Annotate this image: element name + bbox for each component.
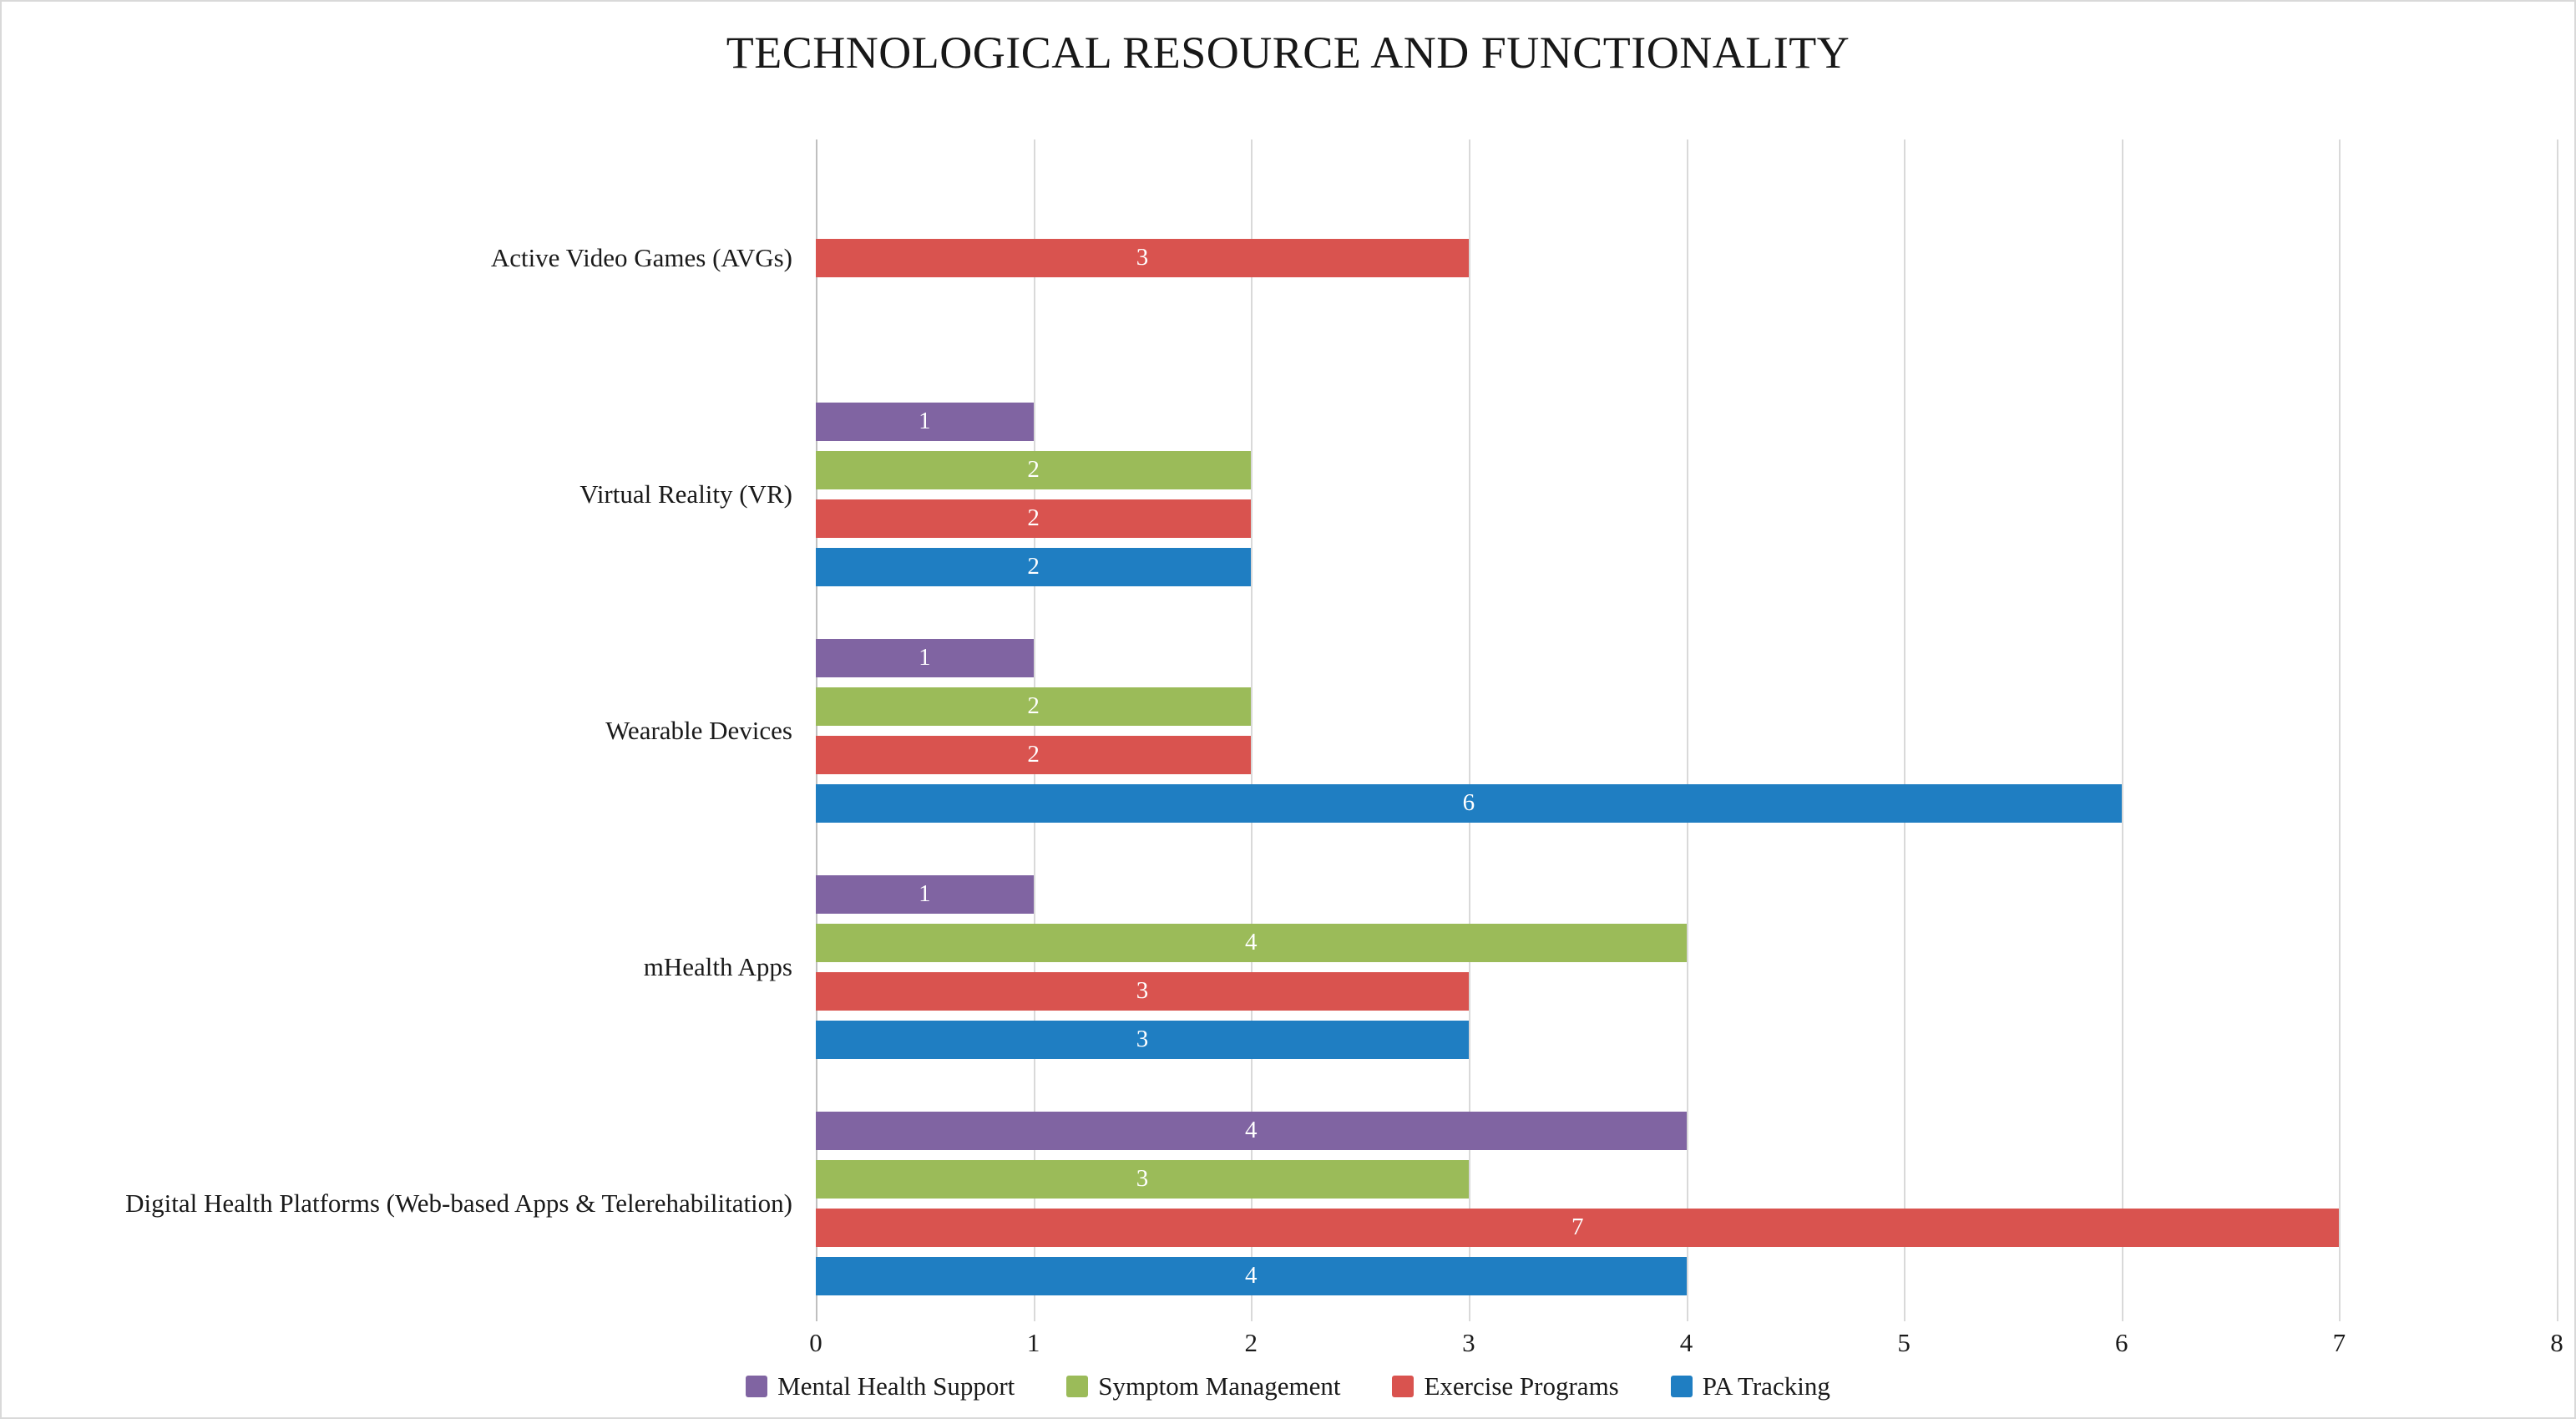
value-axis-tick: 4 [1679, 1328, 1693, 1357]
bar-value-label: 2 [1027, 553, 1040, 580]
bar [816, 1209, 2339, 1247]
value-axis-tick: 1 [1026, 1328, 1040, 1357]
gridline [1904, 139, 1905, 1321]
value-axis-tick: 5 [1897, 1328, 1910, 1357]
legend-item[interactable] [1392, 1371, 1618, 1401]
value-axis-tick: 2 [1244, 1328, 1258, 1357]
bar [816, 548, 1251, 586]
bar [816, 451, 1251, 489]
bar [816, 784, 2122, 823]
value-axis-tick: 3 [1462, 1328, 1475, 1357]
category-axis-labels [2, 139, 807, 1321]
bar-value-label: 3 [1136, 977, 1149, 1004]
value-axis-tick: 6 [2115, 1328, 2128, 1357]
bar [816, 499, 1251, 538]
legend-swatch-icon [1392, 1376, 1414, 1397]
bar-value-label: 2 [1027, 456, 1040, 483]
legend-label: Mental Health Support [777, 1371, 1015, 1401]
bar-value-label: 1 [919, 644, 931, 671]
plot-area [816, 139, 2557, 1321]
legend-item[interactable] [1066, 1371, 1340, 1401]
value-axis-tick: 8 [2550, 1328, 2563, 1357]
bar [816, 1160, 1469, 1199]
category-axis-label: Active Video Games (AVGs) [490, 242, 792, 272]
chart-legend [2, 1371, 2574, 1401]
bar [816, 1257, 1687, 1295]
bar-value-label: 4 [1245, 929, 1258, 955]
chart-title: TECHNOLOGICAL RESOURCE AND FUNCTIONALITY [726, 28, 1850, 78]
bar-value-label: 2 [1027, 741, 1040, 768]
bar [816, 1021, 1469, 1059]
legend-swatch-icon [1066, 1376, 1088, 1397]
bar-value-label: 6 [1462, 789, 1475, 816]
category-axis-label: mHealth Apps [643, 951, 792, 981]
bar [816, 639, 1034, 677]
bar [816, 736, 1251, 774]
value-axis-tick: 0 [809, 1328, 822, 1357]
category-axis-label: Digital Health Platforms (Web-based Apps & Telerehabilitation) [125, 1188, 792, 1218]
bar-value-label: 4 [1245, 1117, 1258, 1143]
legend-label: Symptom Management [1098, 1371, 1341, 1401]
legend-swatch-icon [1671, 1376, 1693, 1397]
bar-value-label: 3 [1136, 244, 1149, 271]
gridline [2557, 139, 2558, 1321]
bar [816, 875, 1034, 914]
legend-item[interactable] [1671, 1371, 1830, 1401]
category-axis-label: Wearable Devices [605, 715, 792, 745]
legend-swatch-icon [746, 1376, 767, 1397]
bar [816, 972, 1469, 1011]
bar [816, 1112, 1687, 1150]
bar-value-label: 7 [1571, 1214, 1584, 1240]
bar-value-label: 1 [919, 880, 931, 907]
bar [816, 687, 1251, 726]
legend-label: PA Tracking [1702, 1371, 1830, 1401]
bar-value-label: 3 [1136, 1026, 1149, 1052]
value-axis-tick: 7 [2332, 1328, 2346, 1357]
gridline [2122, 139, 2123, 1321]
bar-value-label: 2 [1027, 504, 1040, 531]
bar-value-label: 1 [919, 408, 931, 434]
gridline [1687, 139, 1688, 1321]
gridline [2339, 139, 2341, 1321]
bar [816, 403, 1034, 441]
legend-item[interactable] [746, 1371, 1015, 1401]
value-axis-labels [809, 1328, 2563, 1366]
bar [816, 924, 1687, 962]
bar [816, 239, 1469, 277]
bar-value-label: 3 [1136, 1165, 1149, 1192]
category-axis-label: Virtual Reality (VR) [579, 479, 792, 509]
bar-value-label: 2 [1027, 692, 1040, 719]
legend-label: Exercise Programs [1424, 1371, 1619, 1401]
bar-value-label: 4 [1245, 1262, 1258, 1289]
